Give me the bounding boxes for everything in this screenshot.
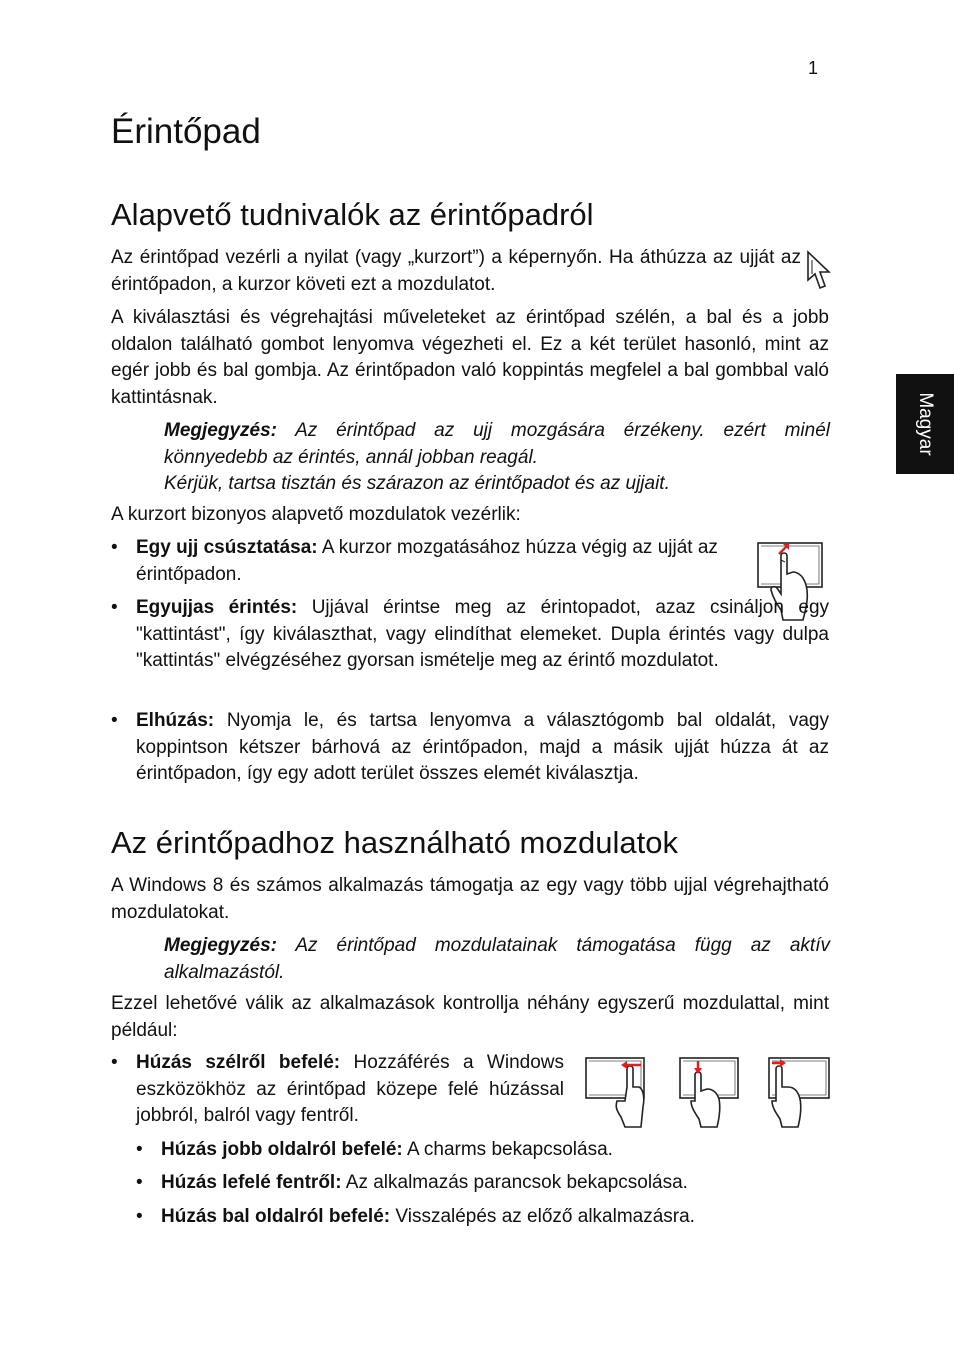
cursor-arrow-icon [806,250,832,292]
bullet-label: Egyujjas érintés: [136,597,298,618]
bullet-label: Húzás jobb oldalról befelé: [161,1139,403,1160]
note-sensitivity [164,418,830,498]
bullet-label: Egy ujj csúsztatása: [136,537,318,558]
note-support [164,933,830,986]
bullet-text: Ujjával érintse meg az érintopadot, azaz csináljon egy "kattintást", így kiválaszthat, vagy elindíthat elemeket. Dupla érintés vagy dulpa "kattintás" elvégzéséhez gyorsan ismételje meg az érintő mozdulatot. [136,597,830,671]
swipe-down-icon [679,1057,739,1129]
language-tab-label: Magyar [915,392,936,456]
bullet-text: A charms bekapcsolása. [406,1139,613,1160]
note-text-2: Kérjük, tartsa tisztán és szárazon az érintőpadot és az ujjait. [164,473,670,494]
paragraph-windows8: A Windows 8 és számos alkalmazás támogatja az egy vagy több ujjal végrehajtható mozdulatokat. [111,875,829,923]
note-text: Az érintőpad mozdulatainak támogatása függ az aktív alkalmazástól. [164,935,830,983]
paragraph-cursor: Az érintőpad vezérli a nyilat (vagy „kurzort”) a képernyőn. Ha áthúzza az ujját az érintőpadon, a kurzor követi ezt a mozdulatot. [111,247,801,295]
note-label: Megjegyzés: [164,935,277,956]
note-label: Megjegyzés: [164,420,277,441]
section-heading-gestures: Az érintőpadhoz használható mozdulatok [111,825,678,860]
paragraph-buttons: A kiválasztási és végrehajtási műveleteket az érintőpad szélén, a bal és a jobb oldalon található gombot lenyomva végezheti el. Ez a két terület hasonló, mint az egér jobb és bal gombja. Az érintőpadon való koppintás megfelel a bal gombbal való kattintásnak. [111,307,829,408]
paragraph-intro: A kurzort bizonyos alapvető mozdulatok vezérlik: [111,504,521,525]
paragraph-control: Ezzel lehetővé válik az alkalmazások kontrollja néhány egyszerű mozdulattal, mint például: [111,993,829,1041]
note-text: Az érintőpad az ujj mozgására érzékeny. ezért minél könnyedebb az érintés, annál jobban reagál. [164,420,830,468]
page-title: Érintőpad [111,112,261,151]
swipe-left-icon [768,1057,830,1129]
page-number: 1 [808,58,819,78]
language-tab [896,374,954,474]
bullet-label: Húzás szélről befelé: [136,1052,341,1073]
bullet-label: Húzás bal oldalról befelé: [161,1206,391,1227]
bullet-text: A kurzor mozgatásához húzza végig az ujját az érintőpadon. [136,537,718,585]
swipe-right-icon [585,1057,645,1129]
bullet-text: Visszalépés az előző alkalmazásra. [395,1206,695,1227]
bullet-text: Az alkalmazás parancsok bekapcsolása. [345,1172,688,1193]
bullet-text: Hozzáférés a Windows eszközökhöz az érintőpad közepe felé húzással jobbról, balról vagy fentről. [136,1052,564,1126]
bullet-text: Nyomja le, és tartsa lenyomva a választógomb bal oldalát, vagy koppintson kétszer bárhová az érintőpadon, majd a másik ujját húzza át az érintőpadon, így egy adott terület összes elemét kiválasztja. [136,710,830,784]
bullet-label: Elhúzás: [136,710,215,731]
section-heading-basics: Alapvető tudnivalók az érintőpadról [111,197,594,232]
bullet-label: Húzás lefelé fentről: [161,1172,342,1193]
